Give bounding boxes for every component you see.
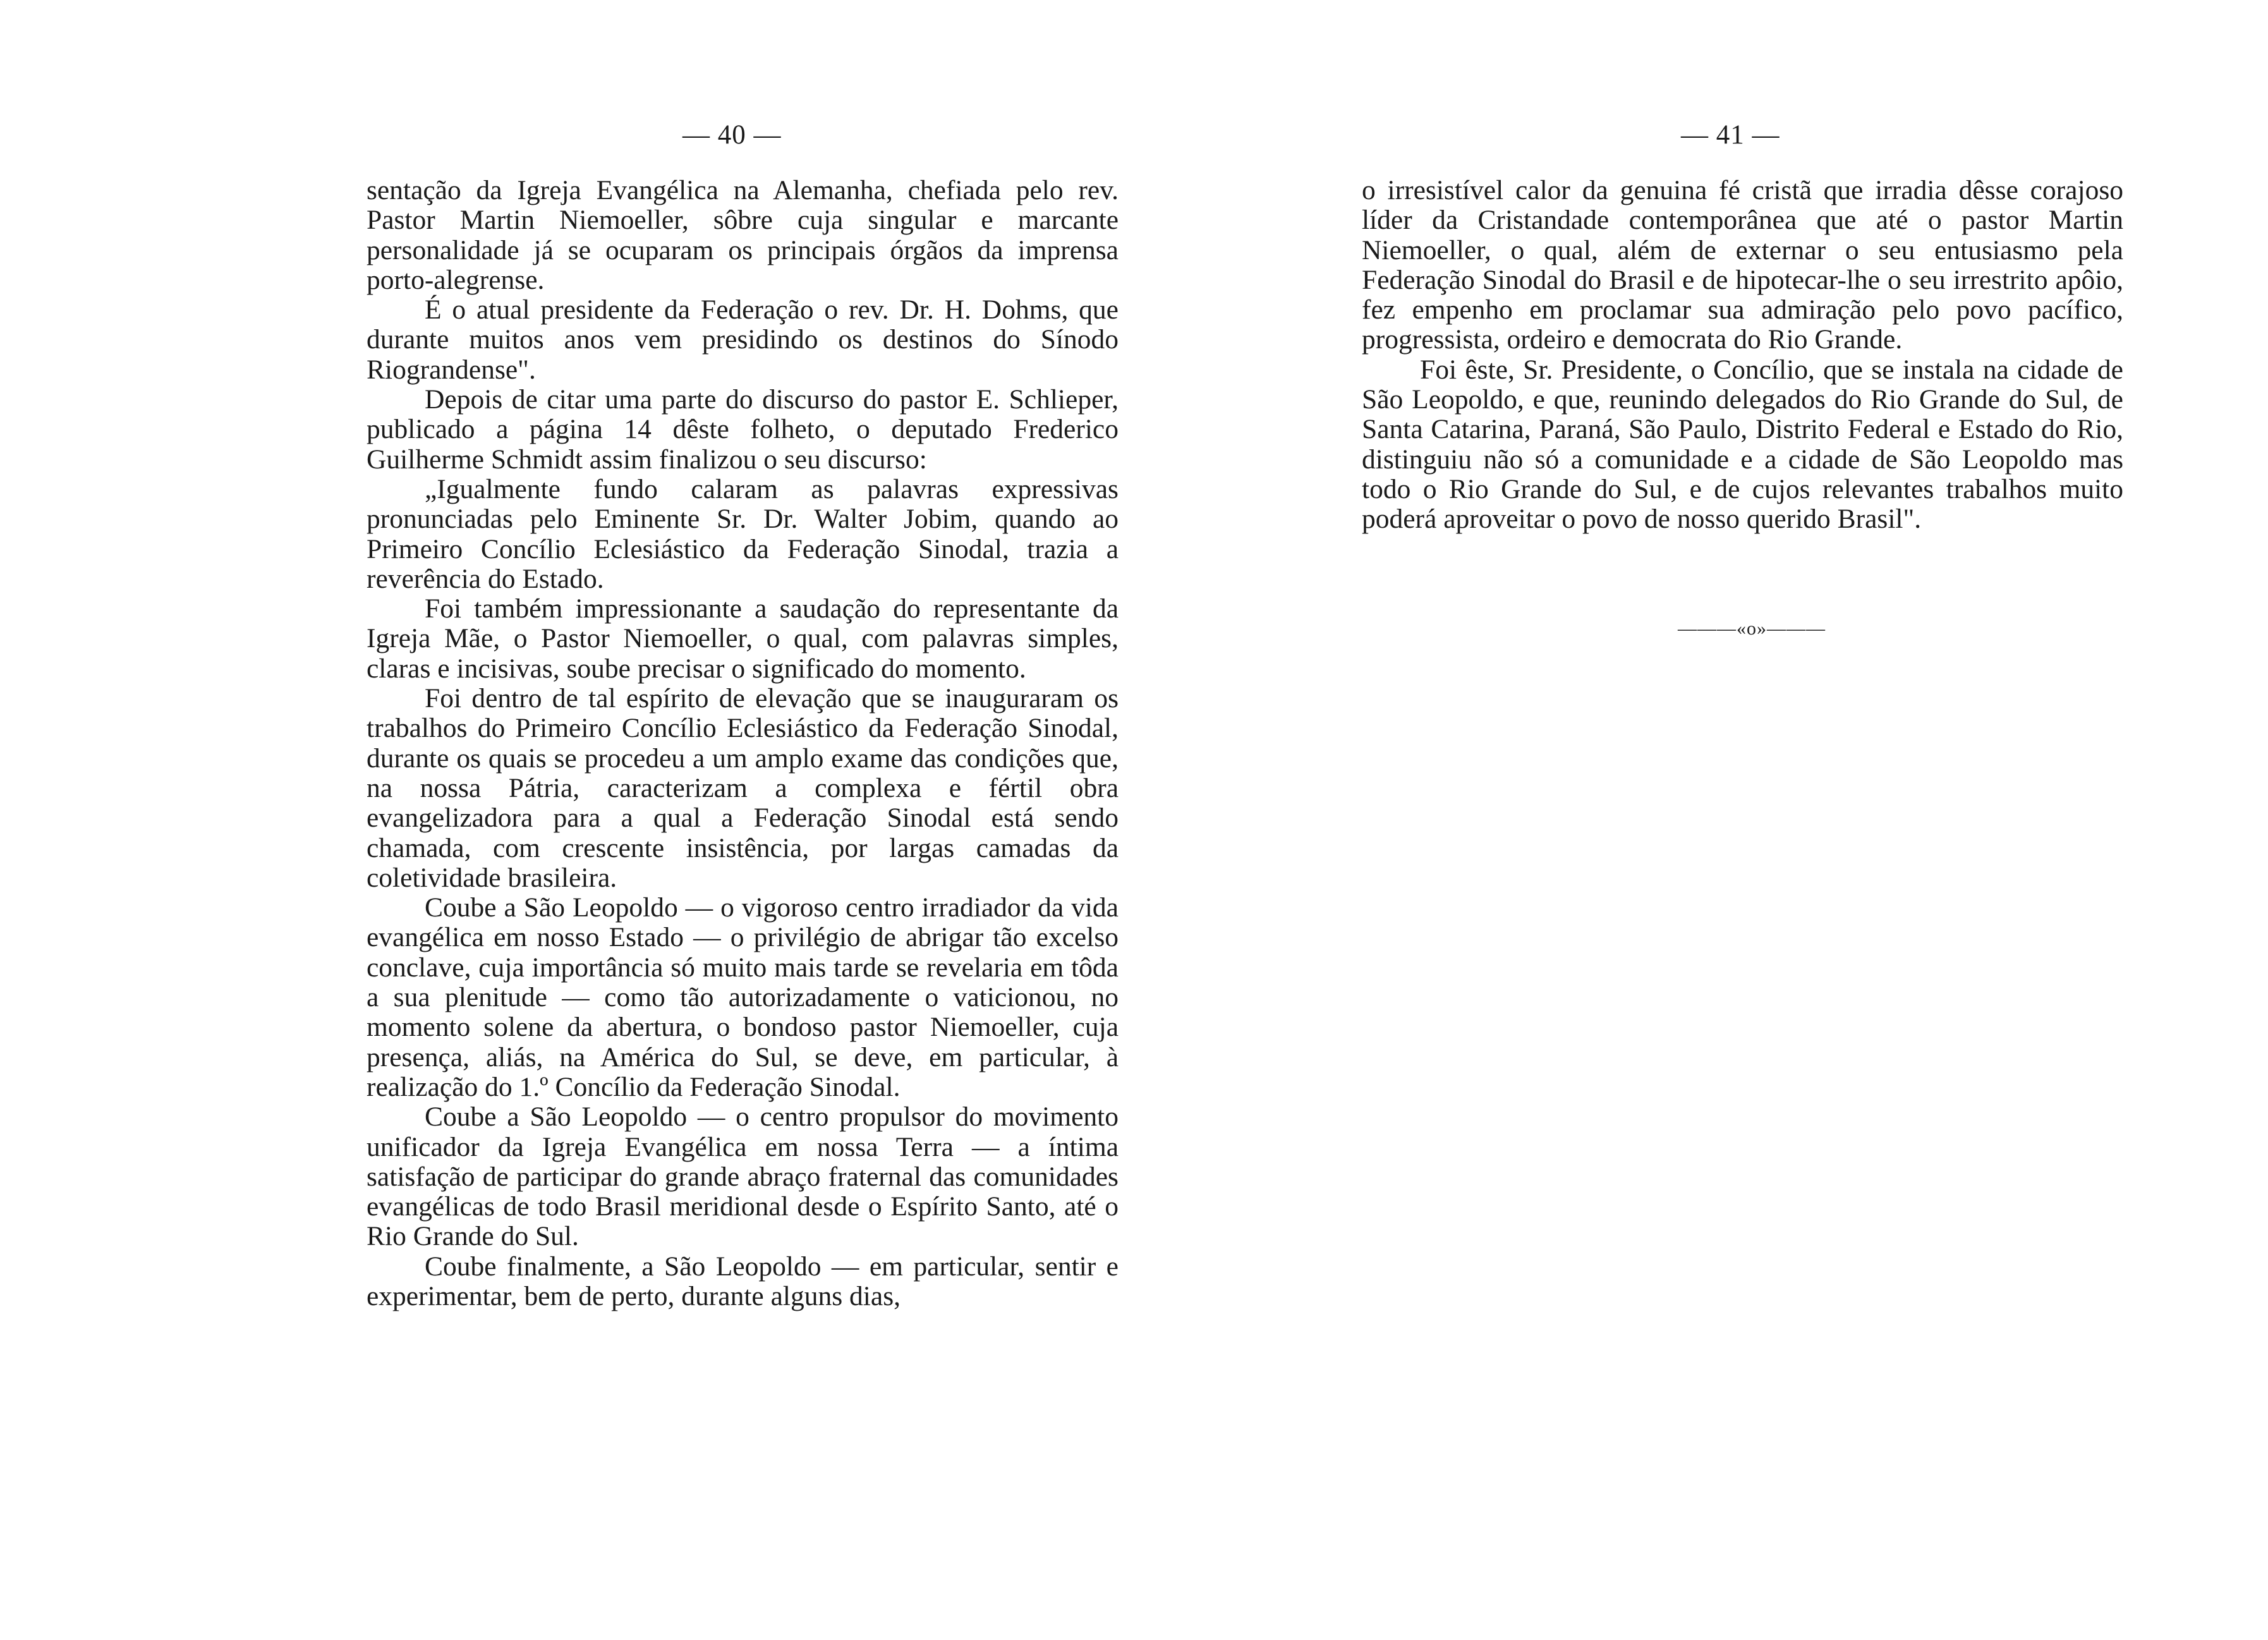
paragraph: Depois de citar uma parte do discurso do pastor E. Schlieper, publicado a página 14 dêste folheto, o deputado Frederico Guilherme Schmidt assim finalizou o seu discurso:	[367, 384, 1119, 475]
paragraph: o irresistível calor da genuina fé cristã que irradia dêsse corajoso líder da Cristandade contemporânea que até o pastor Martin Niemoeller, o qual, além de externar o seu entusiasmo pela Federação Sinodal do Brasil e de hipotecar-lhe o seu irrestrito apôio, fez empenho em proclamar sua admiração pelo povo pacífico, progressista, ordeiro e democrata do Rio Grande.	[1362, 175, 2123, 355]
left-page-text	[367, 176, 1119, 1311]
paragraph: Foi dentro de tal espírito de elevação que se inauguraram os trabalhos do Primeiro Concílio Eclesiástico da Federação Sinodal, durante os quais se procedeu a um amplo exame das condições que, na nossa Pátria, caracterizam a complexa e fértil obra evangelizadora para a qual a Federação Sinodal está sendo chamada, com crescente insistência, por largas camadas da coletividade brasileira.	[367, 683, 1119, 893]
paragraph: sentação da Igreja Evangélica na Alemanha, chefiada pelo rev. Pastor Martin Niemoeller, sôbre cuja singular e marcante personalidade já se ocuparam os principais órgãos da imprensa porto-alegrense.	[367, 175, 1119, 295]
paragraph: Coube finalmente, a São Leopoldo — em particular, sentir e experimentar, bem de perto, durante alguns dias,	[367, 1251, 1119, 1311]
section-separator: ———«o»———	[1678, 618, 1826, 639]
paragraph: „Igualmente fundo calaram as palavras expressivas pronunciadas pelo Eminente Sr. Dr. Walter Jobim, quando ao Primeiro Concílio Eclesiástico da Federação Sinodal, trazia a reverência do Estado.	[367, 473, 1119, 594]
paragraph: Foi êste, Sr. Presidente, o Concílio, que se instala na cidade de São Leopoldo, e que, reunindo delegados do Rio Grande do Sul, de Santa Catarina, Paraná, São Paulo, Distrito Federal e Estado do Rio, distinguiu não só a comunidade e a cidade de São Leopoldo mas todo o Rio Grande do Sul, e de cujos relevantes trabalhos muito poderá aproveitar o povo de nosso querido Brasil".	[1362, 354, 2123, 535]
paragraph: É o atual presidente da Federação o rev. Dr. H. Dohms, que durante muitos anos vem presidindo os destinos do Sínodo Riograndense".	[367, 295, 1119, 385]
paragraph: Foi também impressionante a saudação do representante da Igreja Mãe, o Pastor Niemoeller, o qual, com palavras simples, claras e incisivas, soube precisar o significado do momento.	[367, 593, 1119, 684]
paragraph: Coube a São Leopoldo — o vigoroso centro irradiador da vida evangélica em nosso Estado — o privilégio de abrigar tão excelso conclave, cuja importância só muito mais tarde se revelaria em tôda a sua plenitude — como tão autorizadamente o vaticionou, no momento solene da abertura, o bondoso pastor Niemoeller, cuja presença, aliás, na América do Sul, se deve, em particular, à realização do 1.º Concílio da Federação Sinodal.	[367, 892, 1119, 1102]
paragraph: Coube a São Leopoldo — o centro propulsor do movimento unificador da Igreja Evangélica em nossa Terra — a íntima satisfação de participar do grande abraço fraternal das comunidades evangélicas de todo Brasil meridional desde o Espírito Santo, até o Rio Grande do Sul.	[367, 1102, 1119, 1252]
right-page-text	[1362, 176, 2123, 535]
left-page-number: — 40 —	[682, 120, 782, 150]
right-page-number: — 41 —	[1681, 120, 1780, 150]
